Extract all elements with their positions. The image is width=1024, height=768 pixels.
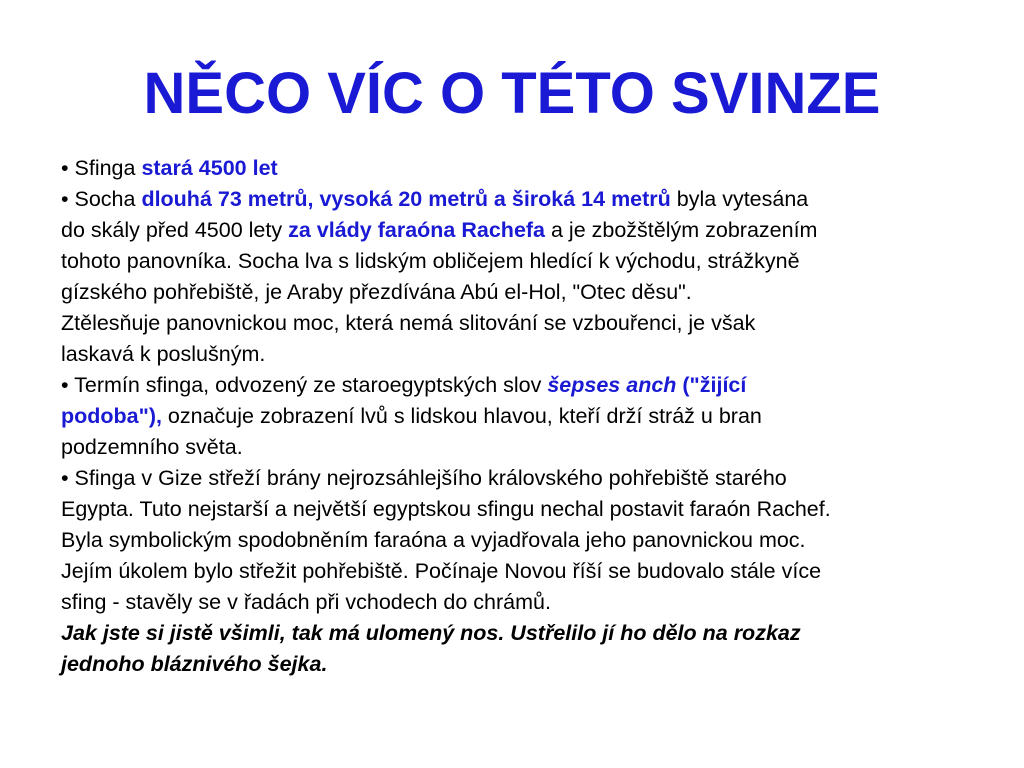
text-line: podzemního světa. xyxy=(61,435,243,459)
line-rachef xyxy=(61,215,991,246)
slide-title: NĚCO VÍC O TÉTO SVINZE xyxy=(143,61,881,126)
text: • Socha xyxy=(61,187,142,211)
text: do skály před 4500 lety xyxy=(61,218,289,242)
text-line: gízského pohřebiště, je Araby přezdívána Abú el-Hol, "Otec děsu". xyxy=(61,280,692,304)
text: • Termín sfinga, odvozený ze staroegyptských slov xyxy=(61,373,548,397)
text: a je zbožštělým zobrazením xyxy=(545,218,818,242)
highlight-podoba: podoba"), xyxy=(61,404,162,428)
text-line: Jejím úkolem bylo střežit pohřebiště. Počínaje Novou říší se budovalo stále více xyxy=(61,559,822,583)
line-podoba xyxy=(61,401,991,432)
highlight-meaning: ("žijící xyxy=(676,373,747,397)
text-line: sfing - stavěly se v řadách při vchodech do chrámů. xyxy=(61,590,551,614)
highlight-sepses-anch: šepses anch xyxy=(547,373,677,397)
note-line: jednoho bláznivého šejka. xyxy=(61,652,328,676)
slide-body xyxy=(61,153,991,680)
text-line: Ztělesňuje panovnickou moc, která nemá slitování se vzbouřenci, je však xyxy=(61,311,756,335)
text: • Sfinga xyxy=(61,156,142,180)
note-line: Jak jste si jistě všimli, tak má ulomený nos. Ustřelilo jí ho dělo na rozkaz xyxy=(61,621,801,645)
text: označuje zobrazení lvů s lidskou hlavou, kteří drží stráž u bran xyxy=(161,404,762,428)
highlight-dimensions: dlouhá 73 metrů, vysoká 20 metrů a široká 14 metrů xyxy=(141,187,671,211)
text-line: • Sfinga v Gize střeží brány nejrozsáhlejšího královského pohřebiště starého xyxy=(61,466,787,490)
text-line: Egypta. Tuto nejstarší a největší egyptskou sfingu nechal postavit faraón Rachef. xyxy=(61,497,831,521)
highlight-rachef: za vlády faraóna Rachefa xyxy=(288,218,546,242)
text-line: tohoto panovníka. Socha lva s lidským obličejem hledící k východu, strážkyně xyxy=(61,249,800,273)
text-line: Byla symbolickým spodobněním faraóna a vyjadřovala jeho panovnickou moc. xyxy=(61,528,806,552)
line-sfinga-age xyxy=(61,153,991,184)
line-term xyxy=(61,370,991,401)
line-dimensions xyxy=(61,184,991,215)
highlight-age: stará 4500 let xyxy=(141,156,278,180)
text: byla vytesána xyxy=(670,187,809,211)
text-line: laskavá k poslušným. xyxy=(61,342,266,366)
